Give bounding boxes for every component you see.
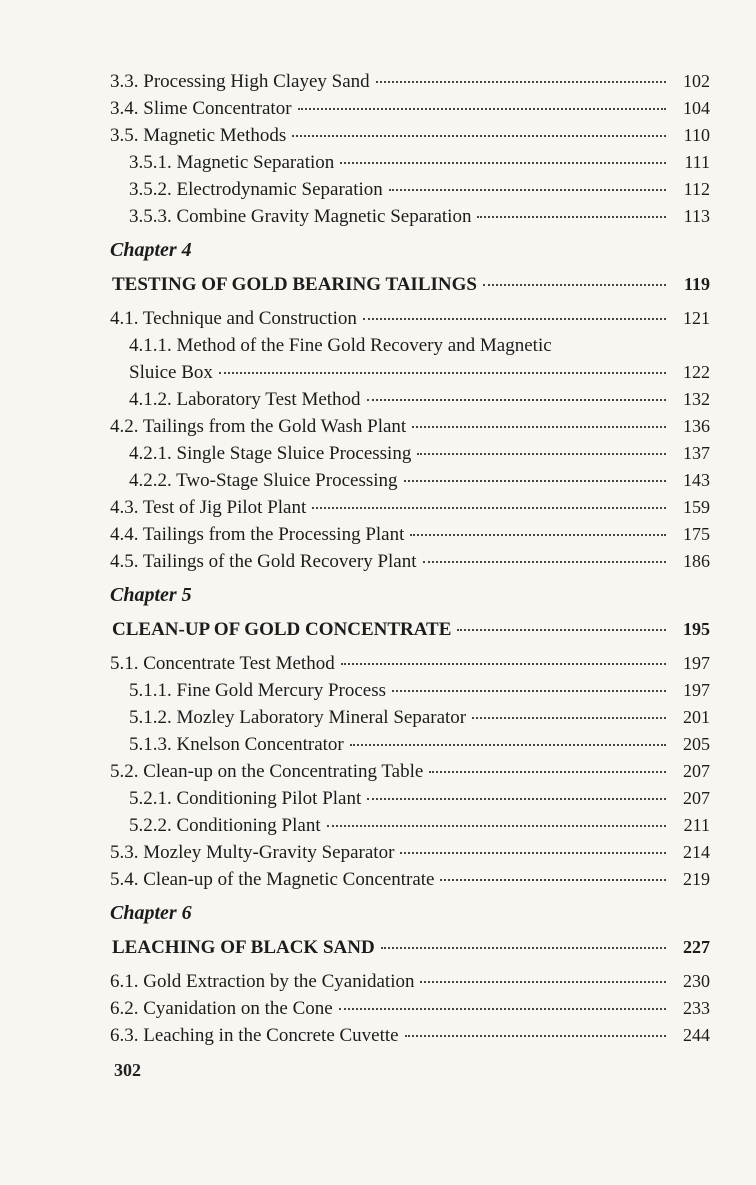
toc-entry-title: 4.2.2. Two-Stage Sluice Processing (129, 470, 398, 491)
dot-leader (312, 507, 666, 509)
toc-entry-title: 4.2. Tailings from the Gold Wash Plant (110, 416, 407, 437)
toc-entry-page: 214 (683, 842, 710, 862)
toc-entry (110, 968, 710, 995)
dot-leader (440, 879, 666, 881)
toc-entry-title: 4.3. Test of Jig Pilot Plant (110, 497, 307, 518)
toc-entry-title: 4.1.2. Laboratory Test Method (129, 389, 361, 410)
toc-entry-page: 197 (683, 653, 710, 673)
toc-entry-page: 104 (683, 98, 710, 118)
toc-entry-title: TESTING OF GOLD BEARING TAILINGS (112, 274, 477, 295)
toc-entry-title: 3.5.2. Electrodynamic Separation (129, 179, 383, 200)
toc-entry (110, 149, 710, 176)
toc-entry-title: LEACHING OF BLACK SAND (112, 937, 375, 958)
toc-entry-title: 6.1. Gold Extraction by the Cyanidation (110, 971, 415, 992)
toc-entry-title: 3.3. Processing High Clayey Sand (110, 71, 370, 92)
toc-entry (110, 758, 710, 785)
toc-entry (110, 305, 710, 332)
toc-entry (110, 122, 710, 149)
chapter-title (110, 271, 710, 298)
toc-entry-title: 5.2.2. Conditioning Plant (129, 815, 321, 836)
toc-entry (110, 467, 710, 494)
toc-entry-page: 219 (683, 869, 710, 889)
toc-entry-title: 6.3. Leaching in the Concrete Cuvette (110, 1025, 399, 1046)
toc-entry-title: CLEAN-UP OF GOLD CONCENTRATE (112, 619, 452, 640)
toc-entry (110, 866, 710, 893)
toc-entry-page: 230 (683, 971, 710, 991)
dot-leader (400, 852, 666, 854)
dot-leader (298, 108, 666, 110)
dot-leader (392, 690, 666, 692)
toc-entry-page: 207 (683, 788, 710, 808)
toc-entry-title: 4.4. Tailings from the Processing Plant (110, 524, 405, 545)
toc-entry-title: 4.5. Tailings of the Gold Recovery Plant (110, 551, 417, 572)
dot-leader (339, 1008, 666, 1010)
toc-entry (110, 785, 710, 812)
toc-entry (110, 731, 710, 758)
toc-entry-page: 121 (683, 308, 710, 328)
toc-entry-title: 3.5.3. Combine Gravity Magnetic Separation (129, 206, 472, 227)
dot-leader (389, 189, 666, 191)
dot-leader (429, 771, 666, 773)
toc-entry-page: 113 (683, 206, 710, 226)
toc-entry-page: 186 (683, 551, 710, 571)
dot-leader (423, 561, 667, 563)
toc-entry (110, 650, 710, 677)
toc-entry-page: 244 (683, 1025, 710, 1045)
toc-entry (110, 494, 710, 521)
dot-leader (381, 947, 666, 949)
toc-entry (110, 812, 710, 839)
dot-leader (477, 216, 666, 218)
toc-entry-title: 5.1.1. Fine Gold Mercury Process (129, 680, 386, 701)
toc-entry (110, 176, 710, 203)
dot-leader (412, 426, 666, 428)
dot-leader (367, 399, 666, 401)
toc-entry-page: 159 (683, 497, 710, 517)
toc-entry-page: 175 (683, 524, 710, 544)
toc-entry-title: Sluice Box (129, 362, 213, 383)
toc-entry (110, 413, 710, 440)
dot-leader (420, 981, 666, 983)
toc-entry-title: 3.5. Magnetic Methods (110, 125, 287, 146)
chapter-label: Chapter 4 (110, 239, 192, 261)
toc-entry-title: 4.1.1. Method of the Fine Gold Recovery and Magnetic (129, 335, 552, 356)
toc-entry (110, 1022, 710, 1049)
chapter-label: Chapter 6 (110, 902, 192, 924)
dot-leader (327, 825, 666, 827)
toc-entry (110, 548, 710, 575)
toc-entry-title: 5.1.2. Mozley Laboratory Mineral Separator (129, 707, 467, 728)
toc-entry-page: 201 (683, 707, 710, 727)
dot-leader (367, 798, 666, 800)
dot-leader (292, 135, 666, 137)
toc-entry (110, 68, 710, 95)
toc-entry-title: 5.2. Clean-up on the Concentrating Table (110, 761, 424, 782)
dot-leader (417, 453, 666, 455)
toc-entry-page: 110 (683, 125, 710, 145)
toc-entry-page: 122 (683, 362, 710, 382)
toc-entry (110, 521, 710, 548)
dot-leader (340, 162, 666, 164)
toc-entry (110, 839, 710, 866)
toc-entry-title: 5.1.3. Knelson Concentrator (129, 734, 344, 755)
toc-entry-page: 132 (683, 389, 710, 409)
dot-leader (219, 372, 666, 374)
dot-leader (376, 81, 666, 83)
toc-entry-page: 111 (684, 152, 710, 172)
toc-entry-page: 137 (683, 443, 710, 463)
toc-entry (110, 359, 710, 386)
toc-entry (110, 203, 710, 230)
dot-leader (341, 663, 666, 665)
toc-entry-title: 5.2.1. Conditioning Pilot Plant (129, 788, 362, 809)
dot-leader (472, 717, 666, 719)
toc-entry (110, 386, 710, 413)
toc-entry-page: 102 (683, 71, 710, 91)
toc-entry-title: 6.2. Cyanidation on the Cone (110, 998, 333, 1019)
toc-entry-page: 227 (683, 937, 710, 957)
chapter-title (110, 616, 710, 643)
dot-leader (410, 534, 666, 536)
toc-entry-page: 205 (683, 734, 710, 754)
toc-entry-title: 3.4. Slime Concentrator (110, 98, 292, 119)
toc-entry-title: 4.1. Technique and Construction (110, 308, 357, 329)
toc-entry (110, 440, 710, 467)
toc-entry-title: 5.4. Clean-up of the Magnetic Concentrate (110, 869, 435, 890)
toc-entry-title: 4.2.1. Single Stage Sluice Processing (129, 443, 412, 464)
spacer (110, 961, 710, 968)
toc-entry-title: 3.5.1. Magnetic Separation (129, 152, 335, 173)
toc-entry-page: 195 (683, 619, 710, 639)
page-number: 302 (114, 1060, 141, 1080)
dot-leader (405, 1035, 666, 1037)
spacer (110, 643, 710, 650)
toc-entry-page: 119 (683, 274, 710, 294)
chapter-title (110, 934, 710, 961)
dot-leader (483, 284, 666, 286)
toc-entry (110, 677, 710, 704)
toc-entry-title: 5.1. Concentrate Test Method (110, 653, 335, 674)
toc-entry-first-line (110, 332, 710, 359)
toc-entry (110, 704, 710, 731)
toc-entry-page: 207 (683, 761, 710, 781)
toc-entry-page: 197 (683, 680, 710, 700)
dot-leader (457, 629, 666, 631)
toc-entry-page: 112 (683, 179, 710, 199)
toc-entry (110, 995, 710, 1022)
dot-leader (350, 744, 666, 746)
toc-entry-page: 211 (683, 815, 710, 835)
toc-entry-page: 136 (683, 416, 710, 436)
chapter-label: Chapter 5 (110, 584, 192, 606)
toc-entry (110, 95, 710, 122)
toc-entry-title: 5.3. Mozley Multy-Gravity Separator (110, 842, 395, 863)
table-of-contents (110, 68, 710, 1049)
dot-leader (404, 480, 666, 482)
spacer (110, 298, 710, 305)
dot-leader (363, 318, 666, 320)
toc-entry-page: 143 (683, 470, 710, 490)
toc-entry-page: 233 (683, 998, 710, 1018)
